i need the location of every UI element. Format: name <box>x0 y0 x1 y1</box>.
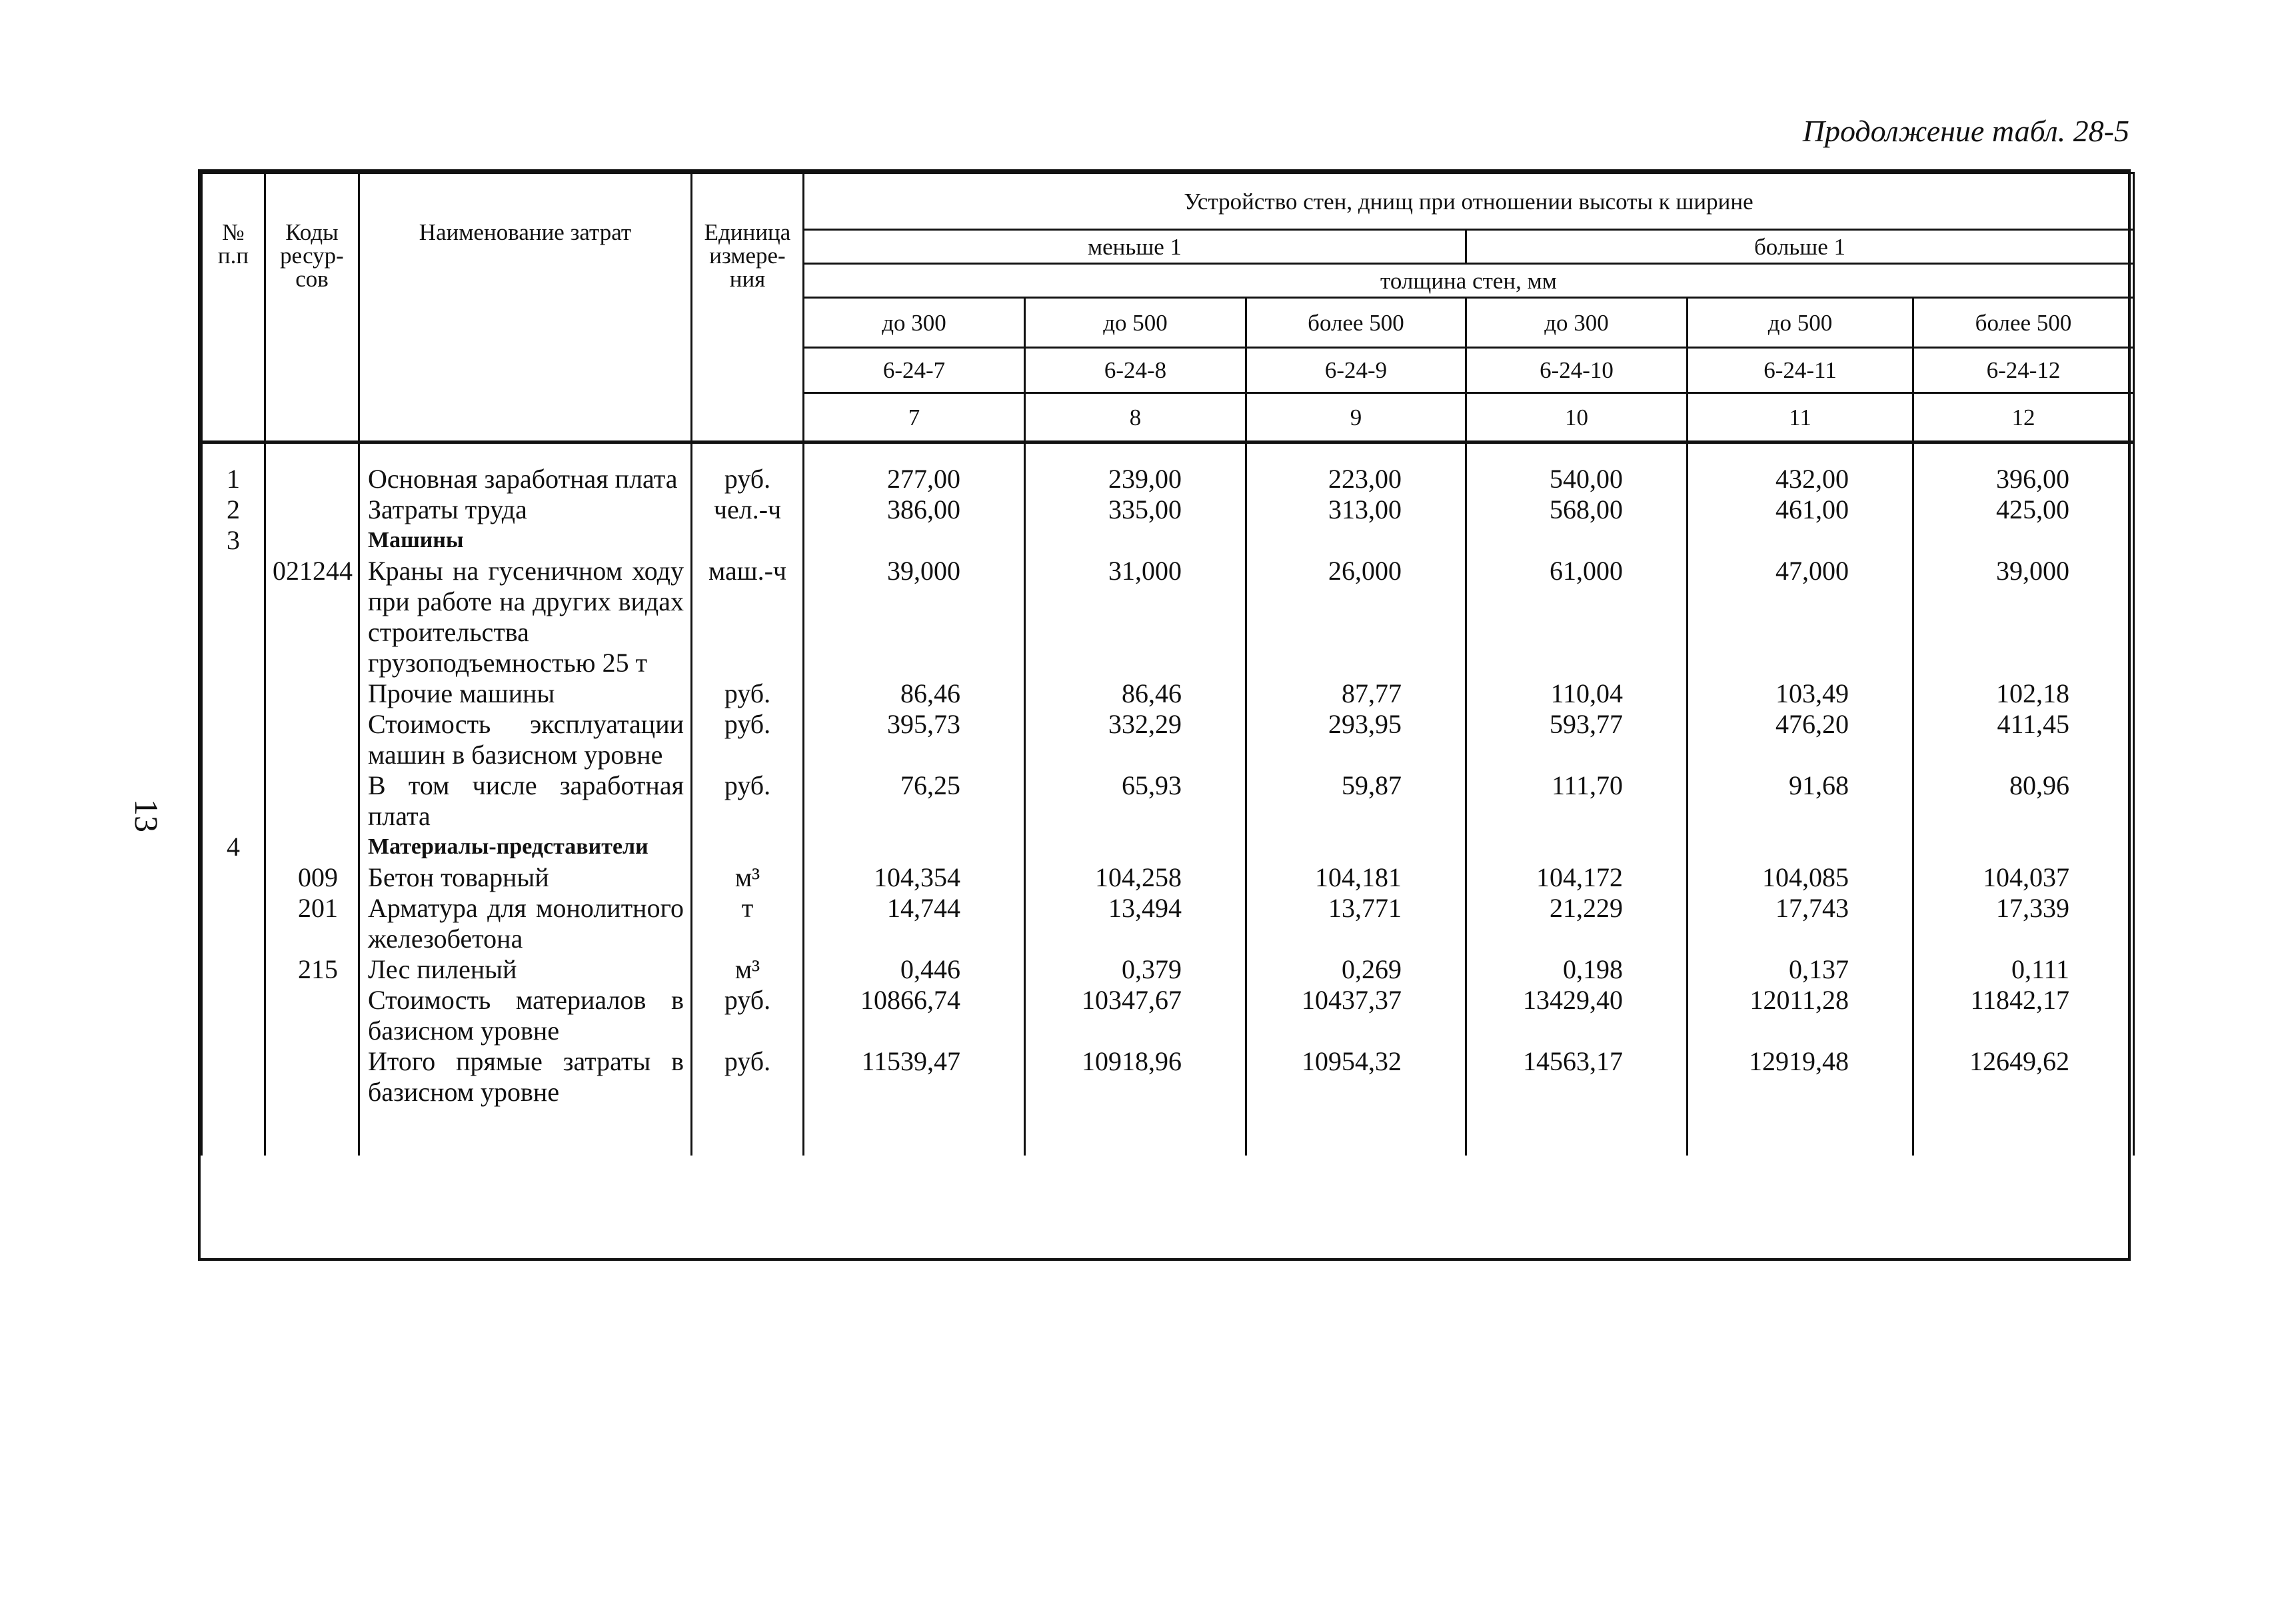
row-value <box>1913 525 2134 556</box>
row-value: 10954,32 <box>1246 1046 1466 1108</box>
row-value: 26,000 <box>1246 556 1466 678</box>
row-value: 102,18 <box>1913 678 2134 709</box>
row-cost-name: Стоимость эксплуатации машин в базисном уровне <box>359 709 692 770</box>
row-unit: руб. <box>692 1046 804 1108</box>
table-row <box>202 678 2134 709</box>
row-value: 293,95 <box>1246 709 1466 770</box>
row-unit: т <box>692 893 804 954</box>
row-value: 540,00 <box>1466 442 1688 495</box>
header-unit: Единица измере-ния <box>692 173 804 442</box>
row-resource-code: 201 <box>265 893 359 954</box>
row-resource-code: 215 <box>265 954 359 985</box>
row-resource-code <box>265 832 359 862</box>
cost-table <box>201 172 2135 1156</box>
header-col-number: 8 <box>1025 393 1246 442</box>
row-value: 10437,37 <box>1246 985 1466 1046</box>
row-cost-name: В том числе заработная плата <box>359 770 692 832</box>
row-unit: руб. <box>692 678 804 709</box>
table-row <box>202 770 2134 832</box>
empty-cell <box>1025 1108 1246 1156</box>
row-value: 87,77 <box>1246 678 1466 709</box>
row-value: 425,00 <box>1913 494 2134 525</box>
row-value: 104,181 <box>1246 862 1466 893</box>
row-resource-code <box>265 770 359 832</box>
header-codes: Коды ресур-сов <box>265 173 359 442</box>
row-value <box>1466 832 1688 862</box>
row-unit: руб. <box>692 442 804 495</box>
header-col-number: 10 <box>1466 393 1688 442</box>
row-value: 239,00 <box>1025 442 1246 495</box>
row-cost-name: Арматура для монолитного железобетона <box>359 893 692 954</box>
row-value: 47,000 <box>1688 556 1913 678</box>
row-value: 14563,17 <box>1466 1046 1688 1108</box>
header-code: 6-24-12 <box>1913 348 2134 393</box>
header-group-title: Устройство стен, днищ при отношении высоты к ширине <box>804 173 2134 230</box>
row-cost-name: Прочие машины <box>359 678 692 709</box>
row-cost-name: Итого прямые затраты в базисном уровне <box>359 1046 692 1108</box>
header-thickness: до 500 <box>1688 298 1913 348</box>
row-resource-code: 009 <box>265 862 359 893</box>
empty-cell <box>1913 1108 2134 1156</box>
row-unit <box>692 832 804 862</box>
row-number <box>202 1046 265 1108</box>
row-value: 61,000 <box>1466 556 1688 678</box>
row-value: 335,00 <box>1025 494 1246 525</box>
row-value <box>1913 832 2134 862</box>
row-value: 332,29 <box>1025 709 1246 770</box>
row-number <box>202 556 265 678</box>
row-unit <box>692 525 804 556</box>
row-value: 104,037 <box>1913 862 2134 893</box>
header-thickness: до 500 <box>1025 298 1246 348</box>
row-value: 0,198 <box>1466 954 1688 985</box>
header-col-number: 7 <box>804 393 1025 442</box>
row-cost-name: Машины <box>359 525 692 556</box>
empty-cell <box>265 1108 359 1156</box>
row-cost-name: Основная заработная плата <box>359 442 692 495</box>
row-resource-code <box>265 525 359 556</box>
row-cost-name: Краны на гусеничном ходу при работе на других видах строительства грузоподъемностью 25 т <box>359 556 692 678</box>
header-thickness: до 300 <box>804 298 1025 348</box>
row-number <box>202 954 265 985</box>
row-value: 76,25 <box>804 770 1025 832</box>
empty-cell <box>202 1108 265 1156</box>
row-unit: руб. <box>692 985 804 1046</box>
row-value <box>1688 832 1913 862</box>
row-cost-name: Материалы-представители <box>359 832 692 862</box>
empty-cell <box>1246 1108 1466 1156</box>
row-value: 39,000 <box>1913 556 2134 678</box>
row-value: 103,49 <box>1688 678 1913 709</box>
row-value: 395,73 <box>804 709 1025 770</box>
row-resource-code: 021244 <box>265 556 359 678</box>
row-number <box>202 678 265 709</box>
header-subgroup-less: меньше 1 <box>804 230 1466 264</box>
header-thickness: более 500 <box>1246 298 1466 348</box>
row-value: 86,46 <box>804 678 1025 709</box>
row-unit: м³ <box>692 862 804 893</box>
row-resource-code <box>265 494 359 525</box>
row-value <box>1025 525 1246 556</box>
row-unit: руб. <box>692 770 804 832</box>
row-number <box>202 985 265 1046</box>
empty-cell <box>1466 1108 1688 1156</box>
row-value: 10918,96 <box>1025 1046 1246 1108</box>
row-resource-code <box>265 442 359 495</box>
row-number: 4 <box>202 832 265 862</box>
header-code: 6-24-7 <box>804 348 1025 393</box>
row-value: 104,172 <box>1466 862 1688 893</box>
row-value <box>1466 525 1688 556</box>
row-value: 31,000 <box>1025 556 1246 678</box>
row-value: 17,743 <box>1688 893 1913 954</box>
empty-cell <box>804 1108 1025 1156</box>
row-value: 111,70 <box>1466 770 1688 832</box>
row-value <box>1688 525 1913 556</box>
empty-cell <box>692 1108 804 1156</box>
row-value: 11842,17 <box>1913 985 2134 1046</box>
row-value: 0,137 <box>1688 954 1913 985</box>
row-value: 110,04 <box>1466 678 1688 709</box>
row-value: 277,00 <box>804 442 1025 495</box>
row-value: 21,229 <box>1466 893 1688 954</box>
row-value: 12649,62 <box>1913 1046 2134 1108</box>
header-code: 6-24-8 <box>1025 348 1246 393</box>
header-thickness-title: толщина стен, мм <box>804 264 2134 298</box>
row-value: 104,354 <box>804 862 1025 893</box>
header-col-number: 11 <box>1688 393 1913 442</box>
row-number <box>202 770 265 832</box>
row-cost-name: Бетон товарный <box>359 862 692 893</box>
row-value: 313,00 <box>1246 494 1466 525</box>
row-resource-code <box>265 1046 359 1108</box>
table-row <box>202 494 2134 525</box>
row-value: 104,258 <box>1025 862 1246 893</box>
empty-cell <box>1688 1108 1913 1156</box>
row-value: 14,744 <box>804 893 1025 954</box>
row-value: 59,87 <box>1246 770 1466 832</box>
table-row <box>202 832 2134 862</box>
table-filler-row <box>202 1108 2134 1156</box>
row-value: 65,93 <box>1025 770 1246 832</box>
row-value: 10347,67 <box>1025 985 1246 1046</box>
row-cost-name: Затраты труда <box>359 494 692 525</box>
header-col-number: 9 <box>1246 393 1466 442</box>
header-code: 6-24-10 <box>1466 348 1688 393</box>
row-cost-name: Лес пиленый <box>359 954 692 985</box>
row-resource-code <box>265 709 359 770</box>
table-continuation-caption: Продолжение табл. 28-5 <box>1802 114 2129 148</box>
row-value: 411,45 <box>1913 709 2134 770</box>
row-value: 39,000 <box>804 556 1025 678</box>
row-resource-code <box>265 985 359 1046</box>
header-thickness: до 300 <box>1466 298 1688 348</box>
table-body <box>202 442 2134 1156</box>
row-number <box>202 709 265 770</box>
row-value <box>1246 525 1466 556</box>
table-row <box>202 954 2134 985</box>
row-value: 223,00 <box>1246 442 1466 495</box>
table-row <box>202 1046 2134 1108</box>
row-resource-code <box>265 678 359 709</box>
row-value: 13429,40 <box>1466 985 1688 1046</box>
header-name: Наименование затрат <box>359 173 692 442</box>
header-code: 6-24-9 <box>1246 348 1466 393</box>
table-header <box>202 173 2134 442</box>
row-number <box>202 893 265 954</box>
table-row <box>202 525 2134 556</box>
row-value: 476,20 <box>1688 709 1913 770</box>
header-subgroup-more: больше 1 <box>1466 230 2134 264</box>
row-unit: руб. <box>692 709 804 770</box>
row-number: 2 <box>202 494 265 525</box>
page-number: 13 <box>128 799 165 832</box>
table-row <box>202 442 2134 495</box>
row-unit: чел.-ч <box>692 494 804 525</box>
row-value: 12011,28 <box>1688 985 1913 1046</box>
row-value: 568,00 <box>1466 494 1688 525</box>
row-value: 432,00 <box>1688 442 1913 495</box>
row-number: 3 <box>202 525 265 556</box>
row-cost-name: Стоимость материалов в базисном уровне <box>359 985 692 1046</box>
row-value: 17,339 <box>1913 893 2134 954</box>
table-row <box>202 709 2134 770</box>
row-value: 80,96 <box>1913 770 2134 832</box>
row-value: 461,00 <box>1688 494 1913 525</box>
row-value: 11539,47 <box>804 1046 1025 1108</box>
header-thickness: более 500 <box>1913 298 2134 348</box>
header-code: 6-24-11 <box>1688 348 1913 393</box>
row-value: 386,00 <box>804 494 1025 525</box>
table-row <box>202 862 2134 893</box>
empty-cell <box>359 1108 692 1156</box>
row-value: 593,77 <box>1466 709 1688 770</box>
row-unit: м³ <box>692 954 804 985</box>
row-value: 396,00 <box>1913 442 2134 495</box>
row-value: 10866,74 <box>804 985 1025 1046</box>
row-value: 13,494 <box>1025 893 1246 954</box>
row-value: 0,111 <box>1913 954 2134 985</box>
row-unit: маш.-ч <box>692 556 804 678</box>
row-value: 12919,48 <box>1688 1046 1913 1108</box>
row-value <box>804 832 1025 862</box>
table-row <box>202 985 2134 1046</box>
header-col-number: 12 <box>1913 393 2134 442</box>
table-row <box>202 893 2134 954</box>
row-value <box>1025 832 1246 862</box>
row-value: 0,269 <box>1246 954 1466 985</box>
row-value: 13,771 <box>1246 893 1466 954</box>
cost-table-frame <box>198 169 2131 1261</box>
row-value: 104,085 <box>1688 862 1913 893</box>
row-value <box>804 525 1025 556</box>
row-value: 91,68 <box>1688 770 1913 832</box>
table-row <box>202 556 2134 678</box>
row-value: 0,446 <box>804 954 1025 985</box>
header-num: № п.п <box>202 173 265 442</box>
row-value <box>1246 832 1466 862</box>
row-number <box>202 862 265 893</box>
row-value: 86,46 <box>1025 678 1246 709</box>
row-number: 1 <box>202 442 265 495</box>
row-value: 0,379 <box>1025 954 1246 985</box>
